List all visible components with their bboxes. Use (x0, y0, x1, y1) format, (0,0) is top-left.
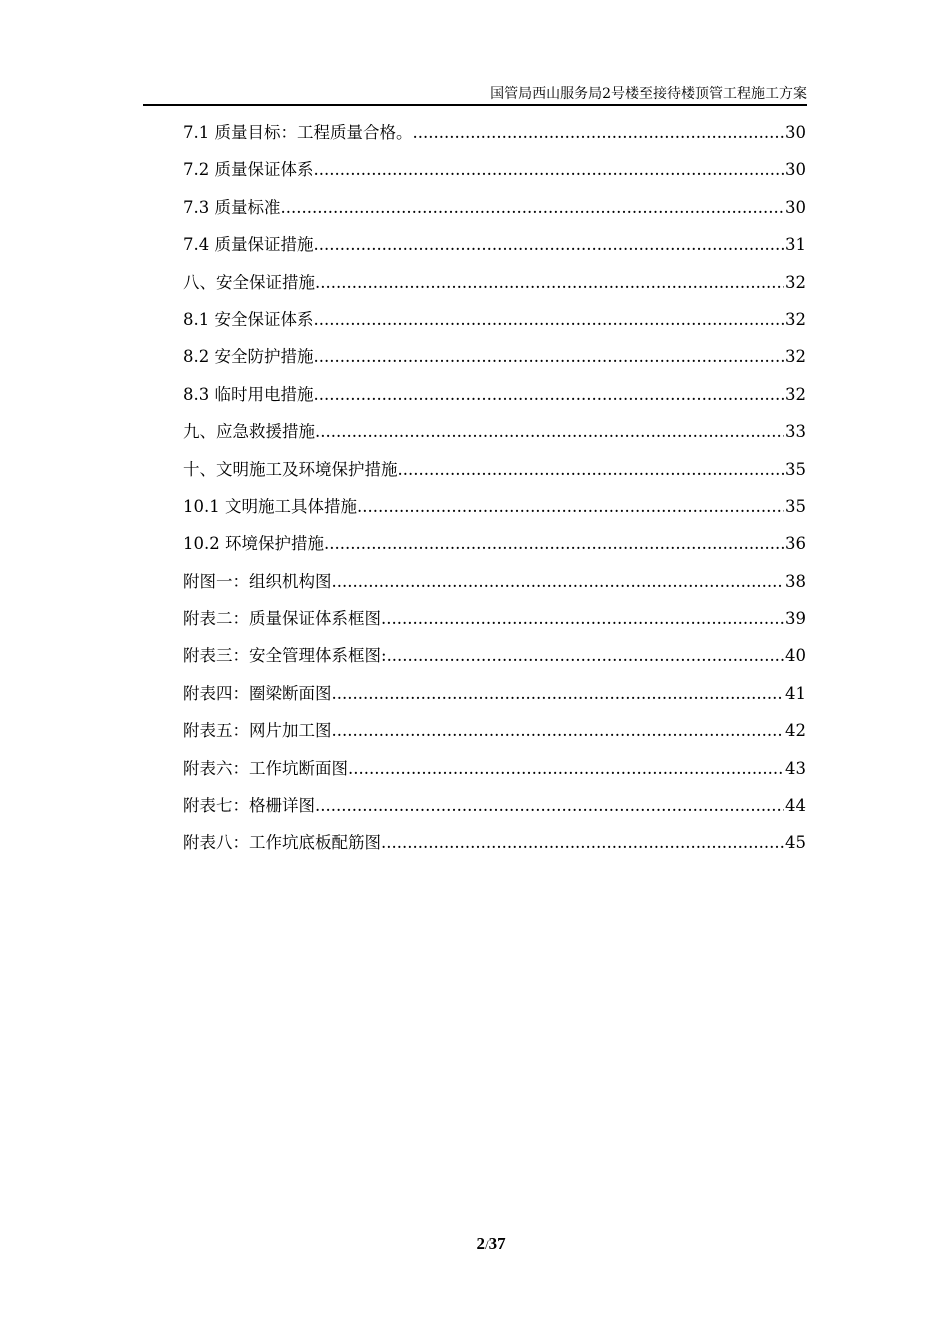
toc-entry[interactable] (183, 419, 806, 456)
toc-dot-leader (281, 195, 785, 221)
toc-dot-leader (357, 494, 784, 520)
toc-entry[interactable] (183, 270, 806, 307)
toc-entry-page: 31 (785, 235, 806, 255)
toc-dot-leader (381, 830, 784, 856)
toc-entry-page: 35 (785, 459, 806, 479)
toc-entry-title: 附表五：网片加工图 (183, 721, 332, 741)
toc-dot-leader (398, 457, 785, 483)
toc-entry-title: 附图一：组织机构图 (183, 571, 332, 591)
toc-entry-title: 7.3 质量标准 (183, 197, 281, 217)
toc-entry-title: 附表六：工作坑断面图 (183, 758, 348, 778)
toc-entry-page: 30 (785, 197, 806, 217)
toc-entry-page: 42 (785, 721, 806, 741)
toc-entry-title: 附表八：工作坑底板配筋图 (183, 833, 381, 853)
toc-entry-title: 10.2 环境保护措施 (183, 534, 324, 554)
toc-entry[interactable] (183, 830, 806, 867)
toc-entry[interactable] (183, 718, 806, 755)
toc-entry-page: 32 (785, 384, 806, 404)
toc-entry[interactable] (183, 120, 806, 157)
toc-entry-title: 8.3 临时用电措施 (183, 384, 314, 404)
toc-entry-title: 7.2 质量保证体系 (183, 160, 314, 180)
toc-dot-leader (315, 270, 784, 296)
toc-entry-page: 35 (785, 496, 806, 516)
toc-entry-page: 30 (785, 123, 806, 142)
toc-dot-leader (332, 569, 785, 595)
toc-entry-page: 45 (785, 833, 806, 853)
toc-entry[interactable] (183, 494, 806, 531)
toc-entry-page: 44 (785, 796, 806, 816)
toc-entry-title: 8.2 安全防护措施 (183, 347, 314, 367)
toc-dot-leader (314, 307, 785, 333)
table-of-contents (183, 120, 806, 868)
toc-entry-page: 32 (785, 309, 806, 329)
toc-entry-page: 36 (785, 534, 806, 554)
toc-entry-page: 30 (785, 160, 806, 180)
toc-dot-leader (348, 756, 784, 782)
toc-dot-leader (413, 120, 785, 146)
toc-entry-title: 10.1 文明施工具体措施 (183, 496, 357, 516)
toc-dot-leader (387, 643, 784, 669)
page-number (0, 1234, 950, 1254)
toc-entry[interactable] (183, 681, 806, 718)
toc-entry-page: 41 (785, 683, 806, 703)
toc-entry-title: 附表七：格栅详图 (183, 796, 315, 816)
toc-dot-leader (332, 681, 785, 707)
toc-entry-page: 32 (785, 347, 806, 367)
toc-entry-title: 附表四：圈梁断面图 (183, 683, 332, 703)
toc-entry[interactable] (183, 793, 806, 830)
toc-entry-page: 43 (785, 758, 806, 778)
toc-entry[interactable] (183, 344, 806, 381)
toc-entry[interactable] (183, 643, 806, 680)
toc-entry[interactable] (183, 195, 806, 232)
toc-entry-title: 附表二：质量保证体系框图 (183, 609, 381, 629)
toc-entry-title: 八、安全保证措施 (183, 272, 315, 292)
header-divider (143, 104, 807, 106)
toc-entry-title: 附表三：安全管理体系框图: (183, 646, 387, 666)
toc-dot-leader (314, 382, 785, 408)
toc-entry-title: 九、应急救援措施 (183, 422, 315, 442)
toc-dot-leader (332, 718, 785, 744)
toc-entry[interactable] (183, 232, 806, 269)
total-page-count: 37 (488, 1234, 506, 1253)
toc-entry[interactable] (183, 307, 806, 344)
toc-dot-leader (314, 344, 785, 370)
toc-entry[interactable] (183, 531, 806, 568)
toc-entry-title: 十、文明施工及环境保护措施 (183, 459, 398, 479)
toc-entry-title: 7.4 质量保证措施 (183, 235, 314, 255)
toc-entry[interactable] (183, 457, 806, 494)
toc-entry[interactable] (183, 756, 806, 793)
toc-entry-page: 39 (785, 609, 806, 629)
toc-entry-page: 38 (785, 571, 806, 591)
page-number-separator: / (484, 1237, 489, 1252)
toc-entry[interactable] (183, 157, 806, 194)
toc-entry-page: 33 (785, 422, 806, 442)
toc-entry-title: 8.1 安全保证体系 (183, 309, 314, 329)
toc-entry[interactable] (183, 382, 806, 419)
current-page-number: 2 (476, 1234, 485, 1253)
toc-entry-page: 32 (785, 272, 806, 292)
toc-entry-title: 7.1 质量目标：工程质量合格。 (183, 123, 413, 142)
document-title: 国管局西山服务局2号楼至接待楼顶管工程施工方案 (490, 86, 807, 102)
toc-dot-leader (324, 531, 784, 557)
toc-dot-leader (315, 793, 784, 819)
toc-entry-page: 40 (785, 646, 806, 666)
toc-dot-leader (314, 157, 785, 183)
toc-entry[interactable] (183, 569, 806, 606)
toc-dot-leader (381, 606, 784, 632)
toc-dot-leader (314, 232, 785, 258)
toc-entry[interactable] (183, 606, 806, 643)
toc-dot-leader (315, 419, 784, 445)
